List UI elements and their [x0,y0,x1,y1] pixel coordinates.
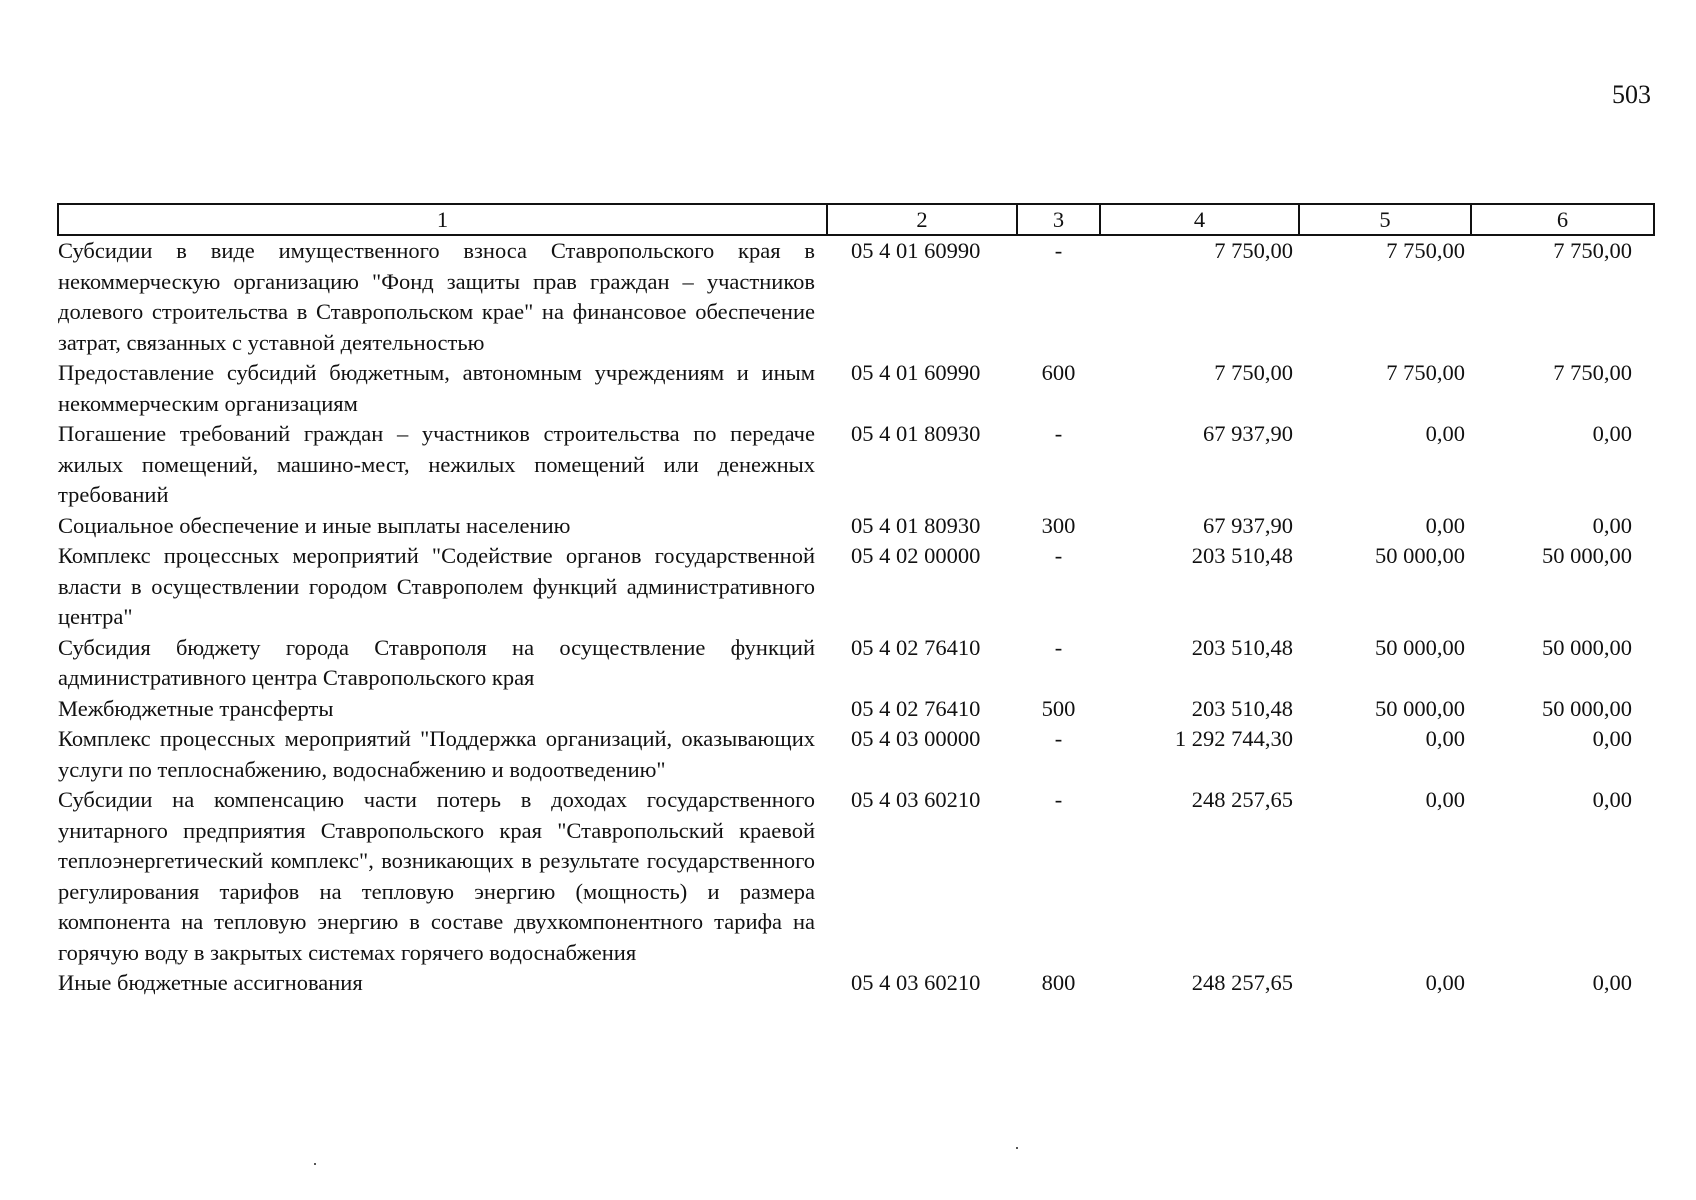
target-code: 05 4 01 80930 [851,512,981,538]
expense-type: - [1054,634,1063,660]
amount-col-6: 0,00 [1592,970,1632,995]
column-header-2: 2 [827,204,1017,235]
target-code: 05 4 03 60210 [851,970,981,995]
table-row [58,785,1654,968]
amount-col-5: 0,00 [1425,512,1465,538]
expense-type: - [1054,787,1063,812]
column-header-4: 4 [1100,204,1299,235]
expense-type: - [1054,726,1063,751]
table-row [58,358,1654,419]
expense-type: - [1054,238,1063,263]
amount-col-5: 0,00 [1425,726,1465,751]
amount-col-6: 0,00 [1592,726,1632,751]
amount-col-4: 7 750,00 [1214,238,1293,263]
amount-col-5: 0,00 [1425,787,1465,812]
amount-col-6: 50 000,00 [1542,634,1632,660]
target-code: 05 4 01 60990 [851,238,981,263]
target-code: 05 4 02 76410 [851,634,981,660]
expense-type: 600 [1041,360,1076,385]
amount-col-6: 50 000,00 [1542,543,1632,568]
column-header-5: 5 [1299,204,1471,235]
amount-col-4: 248 257,65 [1191,787,1293,812]
amount-col-4: 203 510,48 [1191,634,1293,660]
amount-col-4: 67 937,90 [1203,421,1293,446]
amount-col-5: 50 000,00 [1375,543,1465,568]
amount-col-4: 1 292 744,30 [1174,726,1293,751]
item-name: Межбюджетные трансферты [58,695,334,721]
amount-col-5: 0,00 [1425,970,1465,995]
target-code: 05 4 01 60990 [851,360,981,385]
amount-col-6: 7 750,00 [1553,360,1632,385]
amount-col-5: 50 000,00 [1375,634,1465,660]
expense-type: - [1054,543,1063,568]
column-header-3: 3 [1017,204,1100,235]
item-name: Социальное обеспечение и иные выплаты населению [58,512,571,538]
table-row [58,419,1654,511]
scan-speck [314,1163,316,1165]
target-code: 05 4 03 60210 [851,787,981,812]
scan-speck [1016,1147,1018,1149]
expense-type: 500 [1041,695,1076,721]
target-code: 05 4 02 00000 [851,543,981,568]
table-row [58,694,1654,725]
amount-col-5: 50 000,00 [1375,695,1465,721]
table-row [58,633,1654,694]
item-name: Предоставление субсидий бюджетным, автономным учреждениям и иным некоммерческим организациям [58,360,815,416]
item-name: Комплекс процессных мероприятий "Поддержка организаций, оказывающих услуги по теплоснабжению, водоснабжению и водоотведению" [58,726,815,782]
item-name: Иные бюджетные ассигнования [58,970,363,995]
amount-col-4: 67 937,90 [1203,512,1293,538]
table-header-row [58,204,1654,235]
expense-type: 800 [1041,970,1076,995]
table-row [58,541,1654,633]
item-name: Субсидии на компенсацию части потерь в доходах государственного унитарного предприятия Ставропольского края "Ставропольский краевой теплоэнергетический комплекс", возникающих в результате государственного регулирования тарифов на тепловую энергию (мощность) и размера компонента на тепловую энергию в составе двухкомпонентного тарифа на горячую воду в закрытых системах горячего водоснабжения [58,787,815,965]
target-code: 05 4 03 00000 [851,726,981,751]
amount-col-4: 248 257,65 [1191,970,1293,995]
amount-col-6: 7 750,00 [1553,238,1632,263]
column-header-6: 6 [1471,204,1654,235]
table-row [58,968,1654,999]
amount-col-5: 7 750,00 [1386,238,1465,263]
amount-col-6: 0,00 [1592,421,1632,446]
expense-type: 300 [1041,512,1076,538]
item-name: Комплекс процессных мероприятий "Содействие органов государственной власти в осуществлении городом Ставрополем функций административного центра" [58,543,815,629]
amount-col-4: 203 510,48 [1191,543,1293,568]
expense-type: - [1054,421,1063,446]
amount-col-5: 7 750,00 [1386,360,1465,385]
table-row [58,511,1654,542]
amount-col-4: 203 510,48 [1191,695,1293,721]
table-row [58,235,1654,358]
amount-col-6: 50 000,00 [1542,695,1632,721]
item-name: Субсидия бюджету города Ставрополя на осуществление функций административного центра Ставропольского края [58,634,815,690]
item-name: Субсидии в виде имущественного взноса Ставропольского края в некоммерческую организацию "Фонд защиты прав граждан – участников долевого строительства в Ставропольском крае" на финансовое обеспечение затрат, связанных с уставной деятельностью [58,238,815,355]
page-number: 503 [1612,80,1651,109]
amount-col-6: 0,00 [1592,787,1632,812]
column-header-1: 1 [58,204,827,235]
item-name: Погашение требований граждан – участников строительства по передаче жилых помещений, машино-мест, нежилых помещений или денежных требований [58,421,815,507]
amount-col-4: 7 750,00 [1214,360,1293,385]
target-code: 05 4 02 76410 [851,695,981,721]
amount-col-6: 0,00 [1592,512,1632,538]
table-row [58,724,1654,785]
amount-col-5: 0,00 [1425,421,1465,446]
target-code: 05 4 01 80930 [851,421,981,446]
budget-table [57,203,1655,999]
